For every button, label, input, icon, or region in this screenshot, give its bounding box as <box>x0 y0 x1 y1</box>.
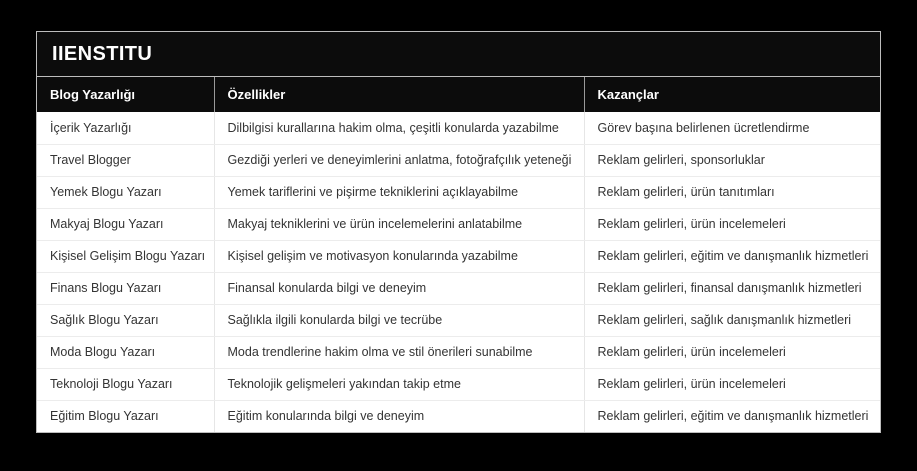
column-header-features: Özellikler <box>214 77 584 112</box>
cell-features: Finansal konularda bilgi ve deneyim <box>214 272 584 304</box>
cell-earnings: Reklam gelirleri, ürün tanıtımları <box>584 176 880 208</box>
cell-role: Sağlık Blogu Yazarı <box>37 304 214 336</box>
cell-features: Gezdiği yerleri ve deneyimlerini anlatma, fotoğrafçılık yeteneği <box>214 144 584 176</box>
cell-features: Sağlıkla ilgili konularda bilgi ve tecrübe <box>214 304 584 336</box>
cell-earnings: Reklam gelirleri, ürün incelemeleri <box>584 336 880 368</box>
table-row <box>37 304 880 336</box>
cell-earnings: Reklam gelirleri, eğitim ve danışmanlık hizmetleri <box>584 400 880 432</box>
cell-role: Finans Blogu Yazarı <box>37 272 214 304</box>
cell-features: Dilbilgisi kurallarına hakim olma, çeşitli konularda yazabilme <box>214 112 584 144</box>
cell-role: Travel Blogger <box>37 144 214 176</box>
table-header-row <box>37 77 880 112</box>
cell-role: Eğitim Blogu Yazarı <box>37 400 214 432</box>
brand-header <box>37 32 880 77</box>
blog-writer-types-table <box>37 77 880 432</box>
cell-role: Yemek Blogu Yazarı <box>37 176 214 208</box>
table-row <box>37 240 880 272</box>
table-row <box>37 368 880 400</box>
cell-features: Teknolojik gelişmeleri yakından takip etme <box>214 368 584 400</box>
cell-role: Teknoloji Blogu Yazarı <box>37 368 214 400</box>
cell-role: Kişisel Gelişim Blogu Yazarı <box>37 240 214 272</box>
cell-features: Kişisel gelişim ve motivasyon konularında yazabilme <box>214 240 584 272</box>
cell-earnings: Reklam gelirleri, sağlık danışmanlık hizmetleri <box>584 304 880 336</box>
cell-features: Eğitim konularında bilgi ve deneyim <box>214 400 584 432</box>
table-row <box>37 144 880 176</box>
table-row <box>37 208 880 240</box>
brand-logo-text: IIENSTITU <box>52 42 153 65</box>
cell-features: Yemek tariflerini ve pişirme tekniklerini açıklayabilme <box>214 176 584 208</box>
column-header-role: Blog Yazarlığı <box>37 77 214 112</box>
cell-earnings: Reklam gelirleri, ürün incelemeleri <box>584 368 880 400</box>
cell-features: Makyaj tekniklerini ve ürün incelemelerini anlatabilme <box>214 208 584 240</box>
cell-role: Moda Blogu Yazarı <box>37 336 214 368</box>
cell-role: Makyaj Blogu Yazarı <box>37 208 214 240</box>
column-header-earnings: Kazançlar <box>584 77 880 112</box>
table-row <box>37 336 880 368</box>
info-card <box>36 31 881 433</box>
table-head <box>37 77 880 112</box>
cell-features: Moda trendlerine hakim olma ve stil önerileri sunabilme <box>214 336 584 368</box>
cell-earnings: Görev başına belirlenen ücretlendirme <box>584 112 880 144</box>
cell-earnings: Reklam gelirleri, eğitim ve danışmanlık hizmetleri <box>584 240 880 272</box>
table-body <box>37 112 880 432</box>
table-row <box>37 176 880 208</box>
cell-earnings: Reklam gelirleri, finansal danışmanlık hizmetleri <box>584 272 880 304</box>
table-row <box>37 272 880 304</box>
cell-earnings: Reklam gelirleri, sponsorluklar <box>584 144 880 176</box>
table-row <box>37 112 880 144</box>
table-row <box>37 400 880 432</box>
cell-role: İçerik Yazarlığı <box>37 112 214 144</box>
cell-earnings: Reklam gelirleri, ürün incelemeleri <box>584 208 880 240</box>
